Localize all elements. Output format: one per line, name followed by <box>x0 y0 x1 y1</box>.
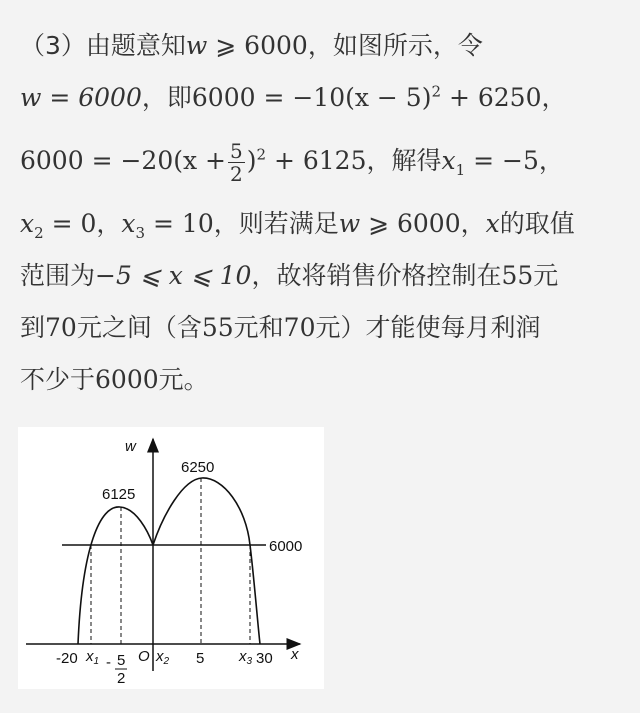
line6-and: 元和 <box>233 313 284 342</box>
solution-line-1 <box>20 20 630 72</box>
fraction-numerator: 5 <box>229 138 243 163</box>
fraction <box>228 140 245 185</box>
x3-value: = 10 <box>145 209 214 238</box>
part-label: （3）由题意知 <box>20 31 186 60</box>
var-w: w <box>185 31 208 60</box>
line6-tail: 元）才能使每月利润 <box>315 313 541 342</box>
equation-left: 6000 = −10(x − 5) <box>191 83 432 112</box>
y-axis-label: w <box>125 438 136 455</box>
line7-tail: 元。 <box>158 365 209 394</box>
x2-value: = 0 <box>43 209 97 238</box>
line1-tail: ，如图所示，令 <box>307 31 483 60</box>
line4-tail: 的取值 <box>499 209 575 238</box>
x1-value: = −5 <box>465 146 539 175</box>
yuan: 元 <box>533 261 559 290</box>
tick-neg20: -20 <box>56 650 78 667</box>
var-w: w <box>338 209 361 238</box>
line6-mid: 元之间（含 <box>76 313 202 342</box>
line5-head: 范围为 <box>20 261 96 290</box>
tick-frac-num: 5 <box>117 652 126 669</box>
range: −5 ⩽ x ⩽ 10 <box>95 261 252 290</box>
solution-line-5 <box>20 250 630 302</box>
x2: x <box>20 209 35 238</box>
exponent: 2 <box>431 82 442 101</box>
line4-mid: ，则若满足 <box>213 209 339 238</box>
solution-line-6 <box>20 302 630 354</box>
solution-text <box>20 20 630 406</box>
inequality: ⩾ 6000 <box>215 31 308 60</box>
fraction-denominator: 2 <box>229 161 243 186</box>
line3-end: ， <box>538 146 564 175</box>
tick-5: 5 <box>196 650 205 667</box>
paren-close: ) <box>246 146 257 175</box>
origin-label: O <box>138 648 150 665</box>
var-x: x <box>485 209 500 238</box>
line2-end: ， <box>541 83 567 112</box>
solution-line-3 <box>20 124 630 198</box>
peak-right-label: 6250 <box>181 459 215 476</box>
line6-head: 到 <box>20 313 46 342</box>
line3-mid: ，解得 <box>366 146 442 175</box>
tick-x3: $x_3$ <box>239 648 253 667</box>
equation-w: w = 6000 <box>20 83 142 112</box>
value-55: 55 <box>501 261 534 290</box>
right-parabola <box>153 478 260 644</box>
tick-30: 30 <box>256 650 273 667</box>
solution-line-4 <box>20 198 630 250</box>
x-axis-label: x <box>291 646 299 663</box>
value-70: 70 <box>45 313 77 342</box>
x3-sub: 3 <box>135 224 146 242</box>
tick-frac-den: 2 <box>117 670 126 687</box>
equation-right: + 6125 <box>266 146 367 175</box>
line5-mid: ，故将销售价格控制在 <box>251 261 502 290</box>
sep: ， <box>96 209 122 238</box>
tick-neg-sign: - <box>106 654 111 671</box>
x1-sub: 1 <box>455 161 466 179</box>
peak-left-label: 6125 <box>102 486 136 503</box>
level-label: 6000 <box>269 538 303 555</box>
x2-sub: 2 <box>34 224 44 242</box>
graph-figure <box>18 427 324 689</box>
value-55: 55 <box>201 313 234 342</box>
tick-x2: $x_2$ <box>156 648 170 667</box>
line2-mid: ，即 <box>141 83 192 112</box>
solution-line-7 <box>20 354 630 406</box>
value-6000: 6000 <box>95 365 159 394</box>
left-parabola <box>78 507 153 644</box>
value-70: 70 <box>283 313 316 342</box>
solution-line-2 <box>20 72 630 124</box>
tick-x1: $x_1$ <box>86 648 100 667</box>
equation-right: + 6250 <box>441 83 542 112</box>
sep2: ， <box>460 209 486 238</box>
exponent: 2 <box>256 145 267 164</box>
function-graph <box>18 427 324 689</box>
line7-head: 不少于 <box>20 365 96 394</box>
x3: x <box>121 209 136 238</box>
equation-left: 6000 = −20(x + <box>20 146 226 175</box>
inequality: ⩾ 6000 <box>360 209 461 238</box>
x1: x <box>441 146 456 175</box>
